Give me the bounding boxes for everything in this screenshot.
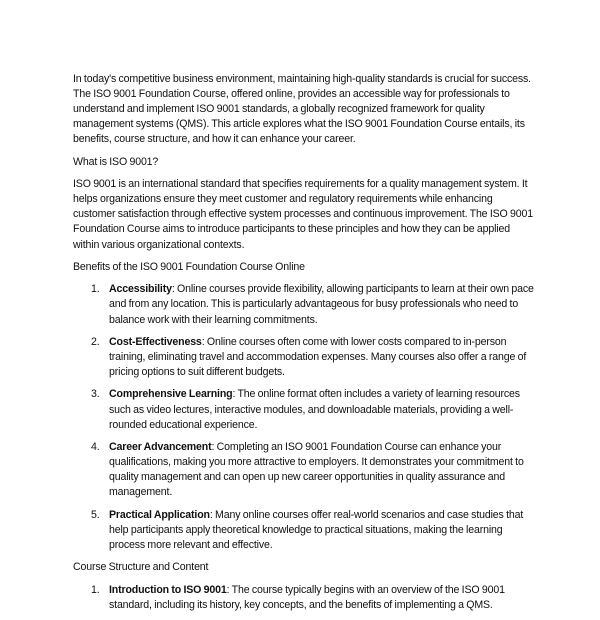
structure-item-introduction [73, 583, 535, 613]
benefits-heading: Benefits of the ISO 9001 Foundation Course Online [73, 260, 305, 273]
benefit-text: : Online courses often come with lower costs compared to in-person training, eliminating travel and accommodation expenses. Many courses also offer a range of pricing options to suit different budgets. [109, 335, 527, 379]
structure-list [73, 583, 535, 613]
benefit-term: Accessibility [109, 283, 172, 296]
benefit-text: : Online courses provide flexibility, allowing participants to learn at their own pace and from any location. This is particularly advantageous for busy professionals who need to balance work with their learning commitments. [109, 283, 534, 326]
benefit-text: : Many online courses offer real-world scenarios and case studies that help participants apply theoretical knowledge to practical situations, making the learning process more relevant and effective. [109, 508, 524, 551]
benefit-item-career-advancement [73, 440, 535, 500]
benefit-term: Comprehensive Learning [109, 388, 233, 401]
benefit-term: Career Advancement [109, 441, 212, 454]
list-number: 2. [91, 335, 100, 348]
benefit-text: : Completing an ISO 9001 Foundation Course can enhance your qualifications, making you more attractive to employers. It demonstrates your commitment to quality management and can open up new career opportunities in quality assurance and management. [109, 441, 524, 499]
what-is-paragraph: ISO 9001 is an international standard that specifies requirements for a quality management system. It helps organizations ensure they meet customer and regulatory requirements while enhancing customer satisfaction through effective system processes and continuous improvement. The ISO 9001 Foundation Course aims to introduce participants to these principles and how they can be applied within various organizational contexts. [73, 178, 533, 251]
what-is-heading: What is ISO 9001? [73, 155, 159, 168]
list-number: 1. [91, 283, 100, 296]
list-number: 4. [91, 441, 100, 454]
structure-heading: Course Structure and Content [73, 561, 209, 574]
benefit-term: Cost-Effectiveness [109, 335, 202, 348]
list-number: 1. [91, 583, 100, 596]
structure-term: Introduction to ISO 9001 [109, 583, 227, 596]
benefit-item-accessibility [73, 282, 535, 327]
structure-text: : The course typically begins with an overview of the ISO 9001 standard, including its history, key concepts, and the benefits of implementing a QMS. [109, 583, 505, 611]
benefit-term: Practical Application [109, 508, 210, 521]
benefit-item-practical-application [73, 508, 535, 553]
benefits-list [73, 282, 535, 553]
benefit-item-comprehensive-learning [73, 387, 535, 432]
list-number: 5. [91, 508, 100, 521]
benefit-item-cost-effectiveness [73, 335, 535, 380]
list-number: 3. [91, 388, 100, 401]
document-page [73, 72, 535, 620]
intro-paragraph: In today's competitive business environment, maintaining high-quality standards is crucial for success. The ISO 9001 Foundation Course, offered online, provides an accessible way for professionals to understand and implement ISO 9001 standards, a globally recognized framework for quality management systems (QMS). This article explores what the ISO 9001 Foundation Course entails, its benefits, course structure, and how it can enhance your career. [73, 73, 531, 146]
benefit-text: : The online format often includes a variety of learning resources such as video lectures, interactive modules, and downloadable materials, providing a well-rounded educational experience. [109, 388, 520, 431]
